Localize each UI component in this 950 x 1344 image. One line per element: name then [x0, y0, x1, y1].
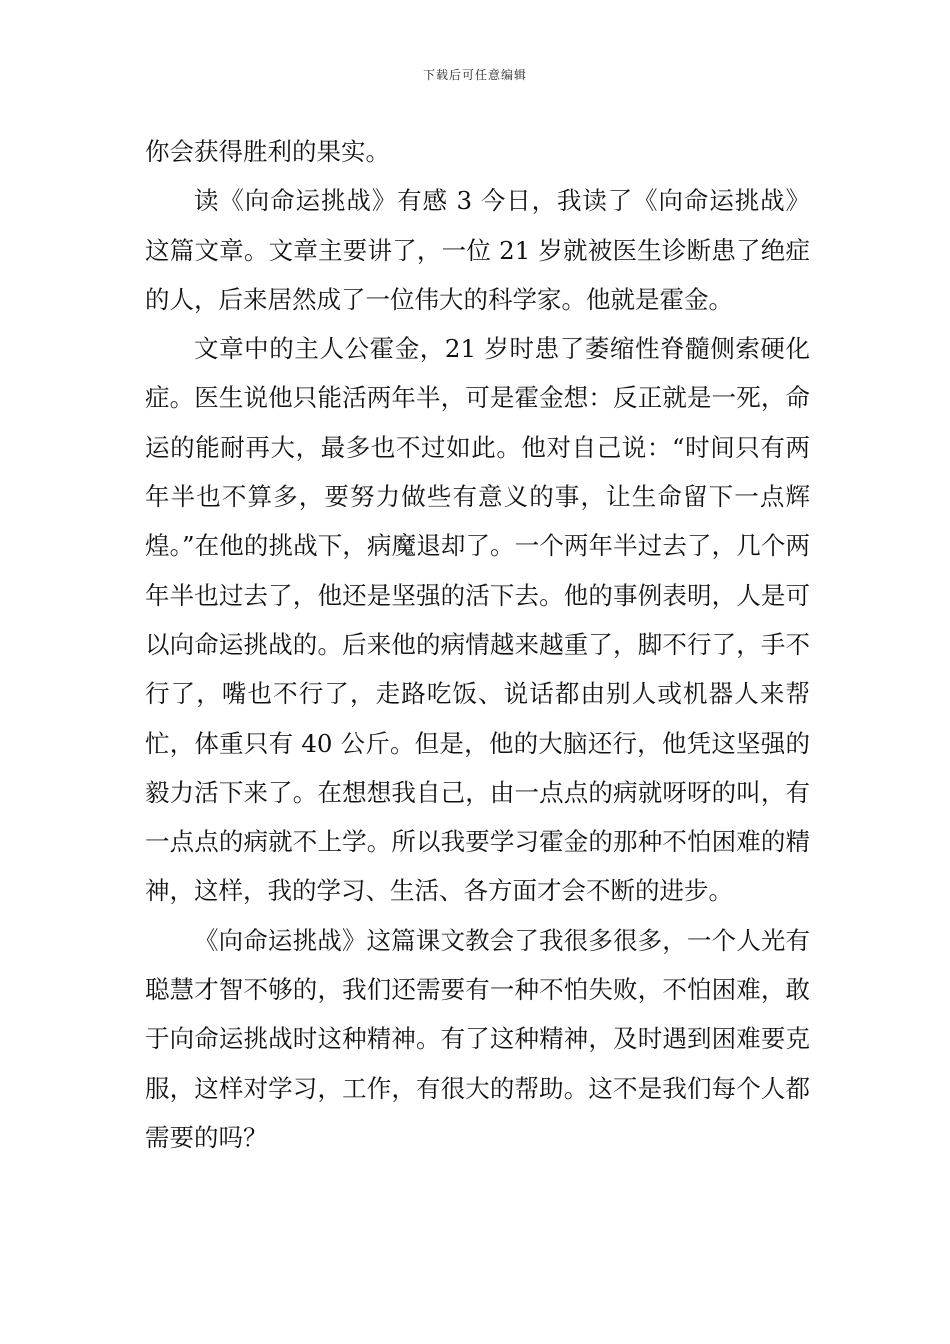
document-body	[145, 127, 810, 1162]
paragraph-conclusion: 《向命运挑战》这篇课文教会了我很多很多，一个人光有聪慧才智不够的，我们还需要有一种不怕失败，不怕困难，敢于向命运挑战时这种精神。有了这种精神，及时遇到困难要克服，这样对学习，工作，有很大的帮助。这不是我们每个人都需要的吗？	[145, 925, 810, 1152]
paragraph-intro: 读《向命运挑战》有感 3 今日，我读了《向命运挑战》这篇文章。文章主要讲了，一位 21 岁就被医生诊断患了绝症的人，后来居然成了一位伟大的科学家。他就是霍金。	[145, 186, 810, 314]
paragraph-continuation: 你会获得胜利的果实。	[145, 137, 390, 166]
paragraph-main: 文章中的主人公霍金，21 岁时患了萎缩性脊髓侧索硬化症。医生说他只能活两年半，可是霍金想：反正就是一死，命运的能耐再大，最多也不过如此。他对自己说：“时间只有两年半也不算多，要努力做些有意义的事，让生命留下一点辉煌。”在他的挑战下，病魔退却了。一个两年半过去了，几个两年半也过去了，他还是坚强的活下去。他的事例表明，人是可以向命运挑战的。后来他的病情越来越重了，脚不行了，手不行了，嘴也不行了，走路吃饭、说话都由别人或机器人来帮忙，体重只有 40 公斤。但是，他的大脑还行，他凭这坚强的毅力活下来了。在想想我自己，由一点点的病就呀呀的叫，有一点点的病就不上学。所以我要学习霍金的那种不怕困难的精神，这样，我的学习、生活、各方面才会不断的进步。	[145, 334, 810, 906]
page-header: 下载后可任意编辑	[422, 68, 527, 82]
